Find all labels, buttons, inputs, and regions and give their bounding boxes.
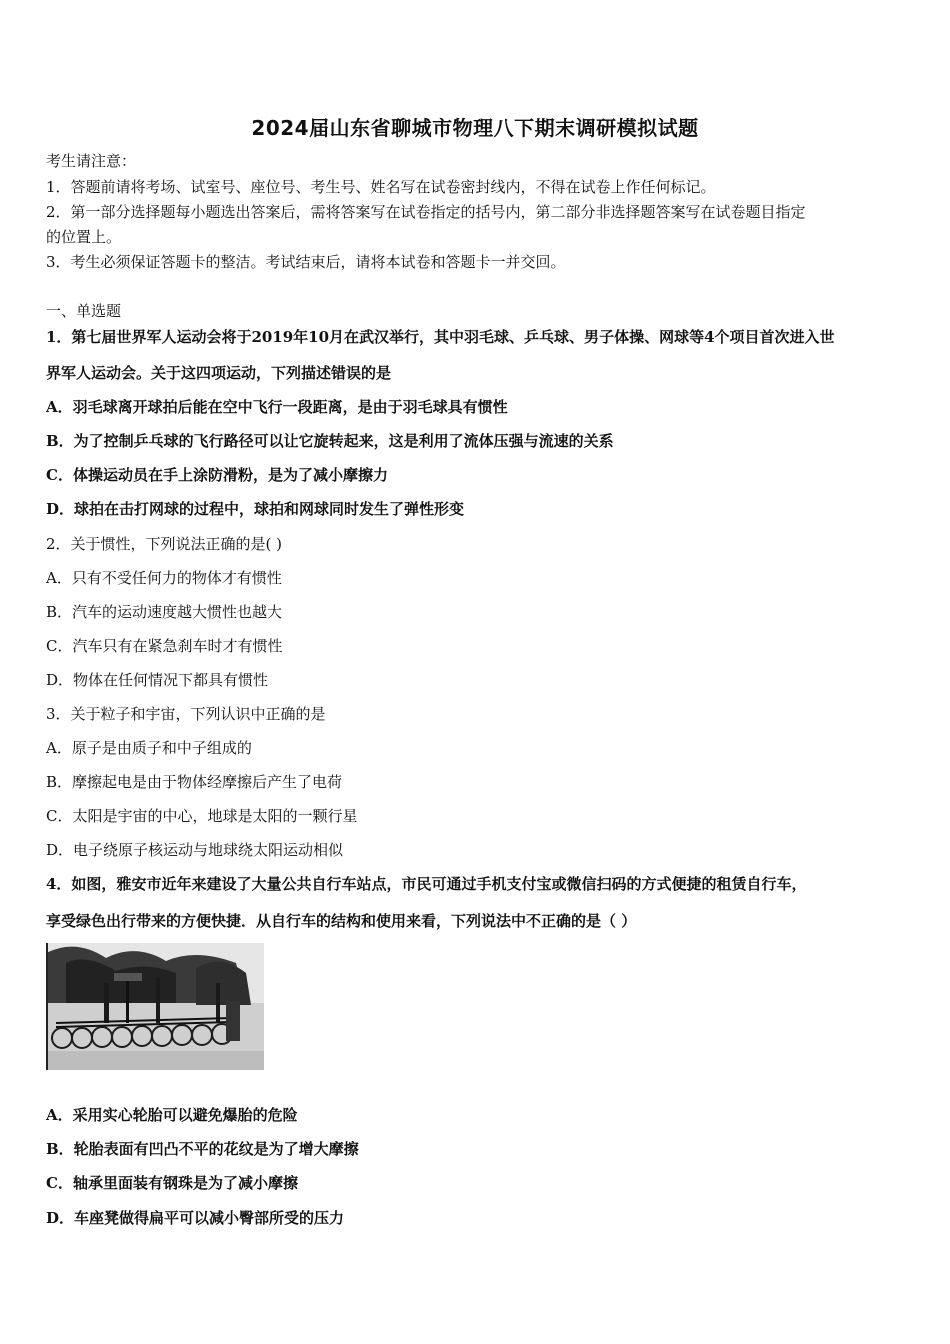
option-d: D．电子绕原子核运动与地球绕太阳运动相似 — [46, 841, 344, 859]
option-a: A．原子是由质子和中子组成的 — [46, 739, 252, 757]
section-heading: 一、单选题 — [46, 302, 122, 320]
notice-item: 2．第一部分选择题每小题选出答案后，需将答案写在试卷指定的括号内，第二部分非选择题答案写在试卷题目指定 — [46, 203, 806, 221]
option-b: B．摩擦起电是由于物体经摩擦后产生了电荷 — [46, 773, 343, 791]
question-stem: 1．第七届世界军人运动会将于2019年10月在武汉举行，其中羽毛球、乒乓球、男子体操、网球等4个项目首次进入世 — [46, 328, 835, 346]
option-a: A．采用实心轮胎可以避免爆胎的危险 — [46, 1106, 298, 1124]
question-stem: 3．关于粒子和宇宙，下列认识中正确的是 — [46, 705, 326, 723]
option-d: D．车座凳做得扁平可以减小臀部所受的压力 — [46, 1209, 345, 1227]
page-title: 2024届山东省聊城市物理八下期末调研模拟试题 — [251, 116, 699, 140]
option-d: D．球拍在击打网球的过程中，球拍和网球同时发生了弹性形变 — [46, 500, 465, 518]
notice-item: 的位置上。 — [46, 228, 122, 246]
question-stem: 2．关于惯性，下列说法正确的是( ) — [46, 535, 283, 553]
bicycle-station-photo — [46, 943, 264, 1070]
question-stem: 4．如图，雅安市近年来建设了大量公共自行车站点，市民可通过手机支付宝或微信扫码的方式便捷的租赁自行车， — [46, 875, 807, 893]
notice-heading: 考生请注意： — [46, 152, 137, 170]
option-d: D．物体在任何情况下都具有惯性 — [46, 671, 269, 689]
option-b: B．为了控制乒乓球的飞行路径可以让它旋转起来，这是利用了流体压强与流速的关系 — [46, 432, 614, 450]
notice-item: 3．考生必须保证答题卡的整洁。考试结束后，请将本试卷和答题卡一并交回。 — [46, 253, 566, 271]
option-b: B．轮胎表面有凹凸不平的花纹是为了增大摩擦 — [46, 1140, 359, 1158]
option-c: C．汽车只有在紧急刹车时才有惯性 — [46, 637, 283, 655]
option-a: A．羽毛球离开球拍后能在空中飞行一段距离，是由于羽毛球具有惯性 — [46, 398, 508, 416]
notice-item: 1．答题前请将考场、试室号、座位号、考生号、姓名写在试卷密封线内，不得在试卷上作任何标记。 — [46, 178, 716, 196]
question-stem: 享受绿色出行带来的方便快捷．从自行车的结构和使用来看，下列说法中不正确的是（ ） — [46, 912, 637, 930]
option-c: C．轴承里面装有钢珠是为了减小摩擦 — [46, 1174, 298, 1192]
question-stem: 界军人运动会。关于这四项运动，下列描述错误的是 — [46, 364, 392, 382]
option-b: B．汽车的运动速度越大惯性也越大 — [46, 603, 283, 621]
option-c: C．太阳是宇宙的中心，地球是太阳的一颗行星 — [46, 807, 358, 825]
option-a: A．只有不受任何力的物体才有惯性 — [46, 569, 282, 587]
option-c: C．体操运动员在手上涂防滑粉，是为了减小摩擦力 — [46, 466, 388, 484]
